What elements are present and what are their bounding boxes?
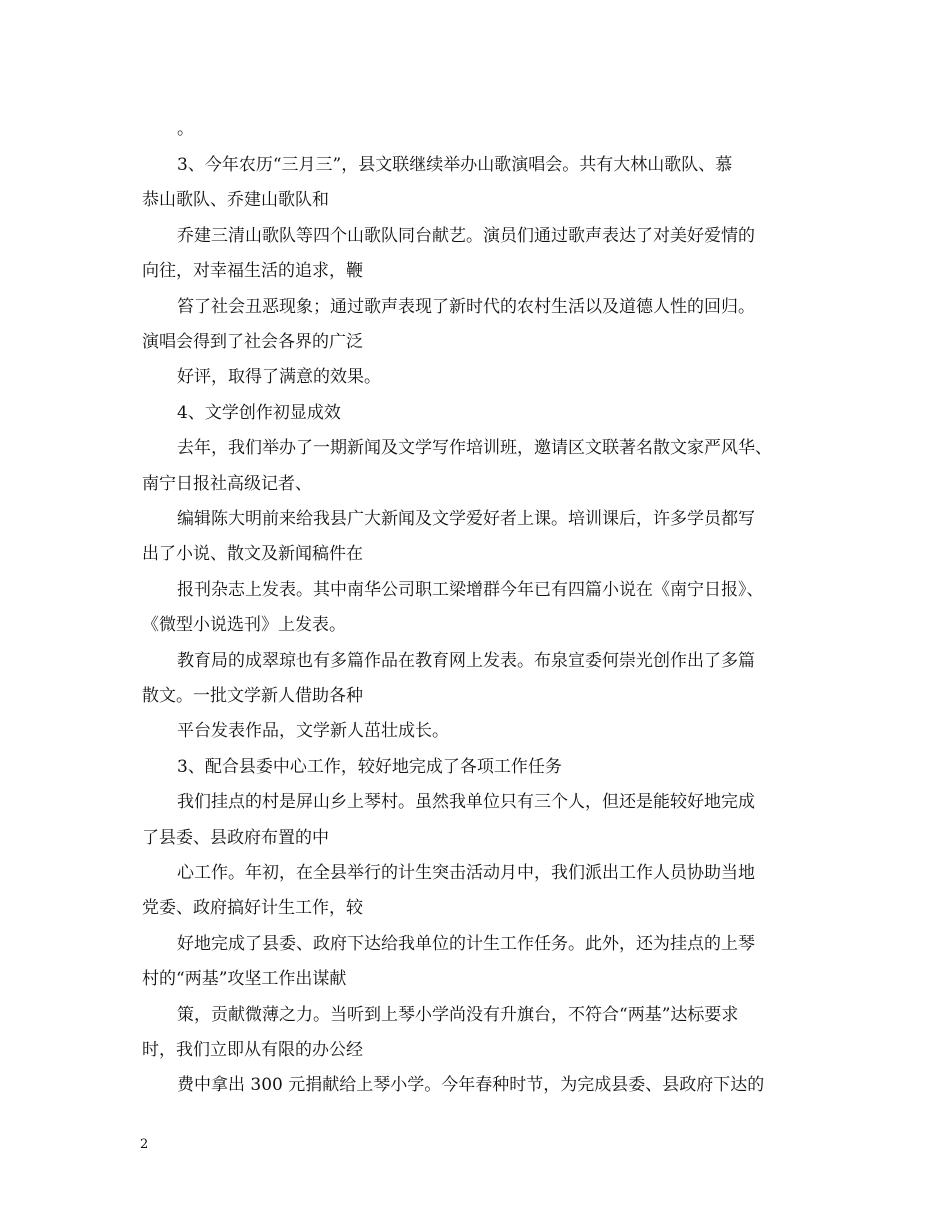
section-heading: 3、配合县委中心工作，较好地完成了各项工作任务 — [177, 757, 562, 777]
text-line: 党委、政府搞好计生工作，较 — [142, 898, 363, 918]
text-line: 了县委、县政府布置的中 — [142, 828, 329, 848]
section-heading: 4、文学创作初显成效 — [177, 403, 341, 423]
text-line: 编辑陈大明前来给我县广大新闻及文学爱好者上课。培训课后，许多学员都写 — [177, 509, 755, 529]
text-line: 好地完成了县委、政府下达给我单位的计生工作任务。此外，还为挂点的上琴 — [177, 934, 755, 954]
text-line: 散文。一批文学新人借助各种 — [142, 686, 363, 706]
text-line: 去年，我们举办了一期新闻及文学写作培训班，邀请区文联著名散文家严风华、 — [177, 438, 772, 458]
page-number: 2 — [140, 1137, 149, 1152]
text-line: 村的“两基”攻坚工作出谋献 — [142, 969, 347, 989]
text-line: 。 — [177, 119, 194, 139]
text-line: 乔建三清山歌队等四个山歌队同台献艺。演员们通过歌声表达了对美好爱情的 — [177, 226, 755, 246]
text-line: 恭山歌队、乔建山歌队和 — [142, 190, 329, 210]
text-line: 时，我们立即从有限的办公经 — [142, 1040, 363, 1060]
text-line: 费中拿出 300 元捐献给上琴小学。今年春种时节，为完成县委、县政府下达的 — [177, 1075, 765, 1095]
text-line: 好评，取得了满意的效果。 — [177, 367, 381, 387]
text-line: 教育局的成翠琼也有多篇作品在教育网上发表。布泉宣委何崇光创作出了多篇 — [177, 651, 755, 671]
text-line: 演唱会得到了社会各界的广泛 — [142, 332, 363, 352]
text-line: 策，贡献微薄之力。当听到上琴小学尚没有升旗台，不符合“两基”达标要求 — [177, 1005, 739, 1025]
text-line: 出了小说、散文及新闻稿件在 — [142, 544, 363, 564]
text-line: 笞了社会丑恶现象；通过歌声表现了新时代的农村生活以及道德人性的回归。 — [177, 297, 755, 317]
text-line: 向往，对幸福生活的追求，鞭 — [142, 261, 363, 281]
text-line: 平台发表作品，文学新人茁壮成长。 — [177, 721, 449, 741]
text-line: 3、今年农历“三月三”，县文联继续举办山歌演唱会。共有大林山歌队、慕 — [177, 155, 733, 175]
text-line: 我们挂点的村是屏山乡上琴村。虽然我单位只有三个人，但还是能较好地完成 — [177, 792, 755, 812]
text-line: 《微型小说选刊》上发表。 — [142, 615, 346, 635]
text-line: 心工作。年初，在全县举行的计生突击活动月中，我们派出工作人员协助当地 — [177, 863, 755, 883]
text-line: 南宁日报社高级记者、 — [142, 474, 312, 494]
text-line: 报刊杂志上发表。其中南华公司职工梁增群今年已有四篇小说在《南宁日报》、 — [177, 580, 764, 600]
